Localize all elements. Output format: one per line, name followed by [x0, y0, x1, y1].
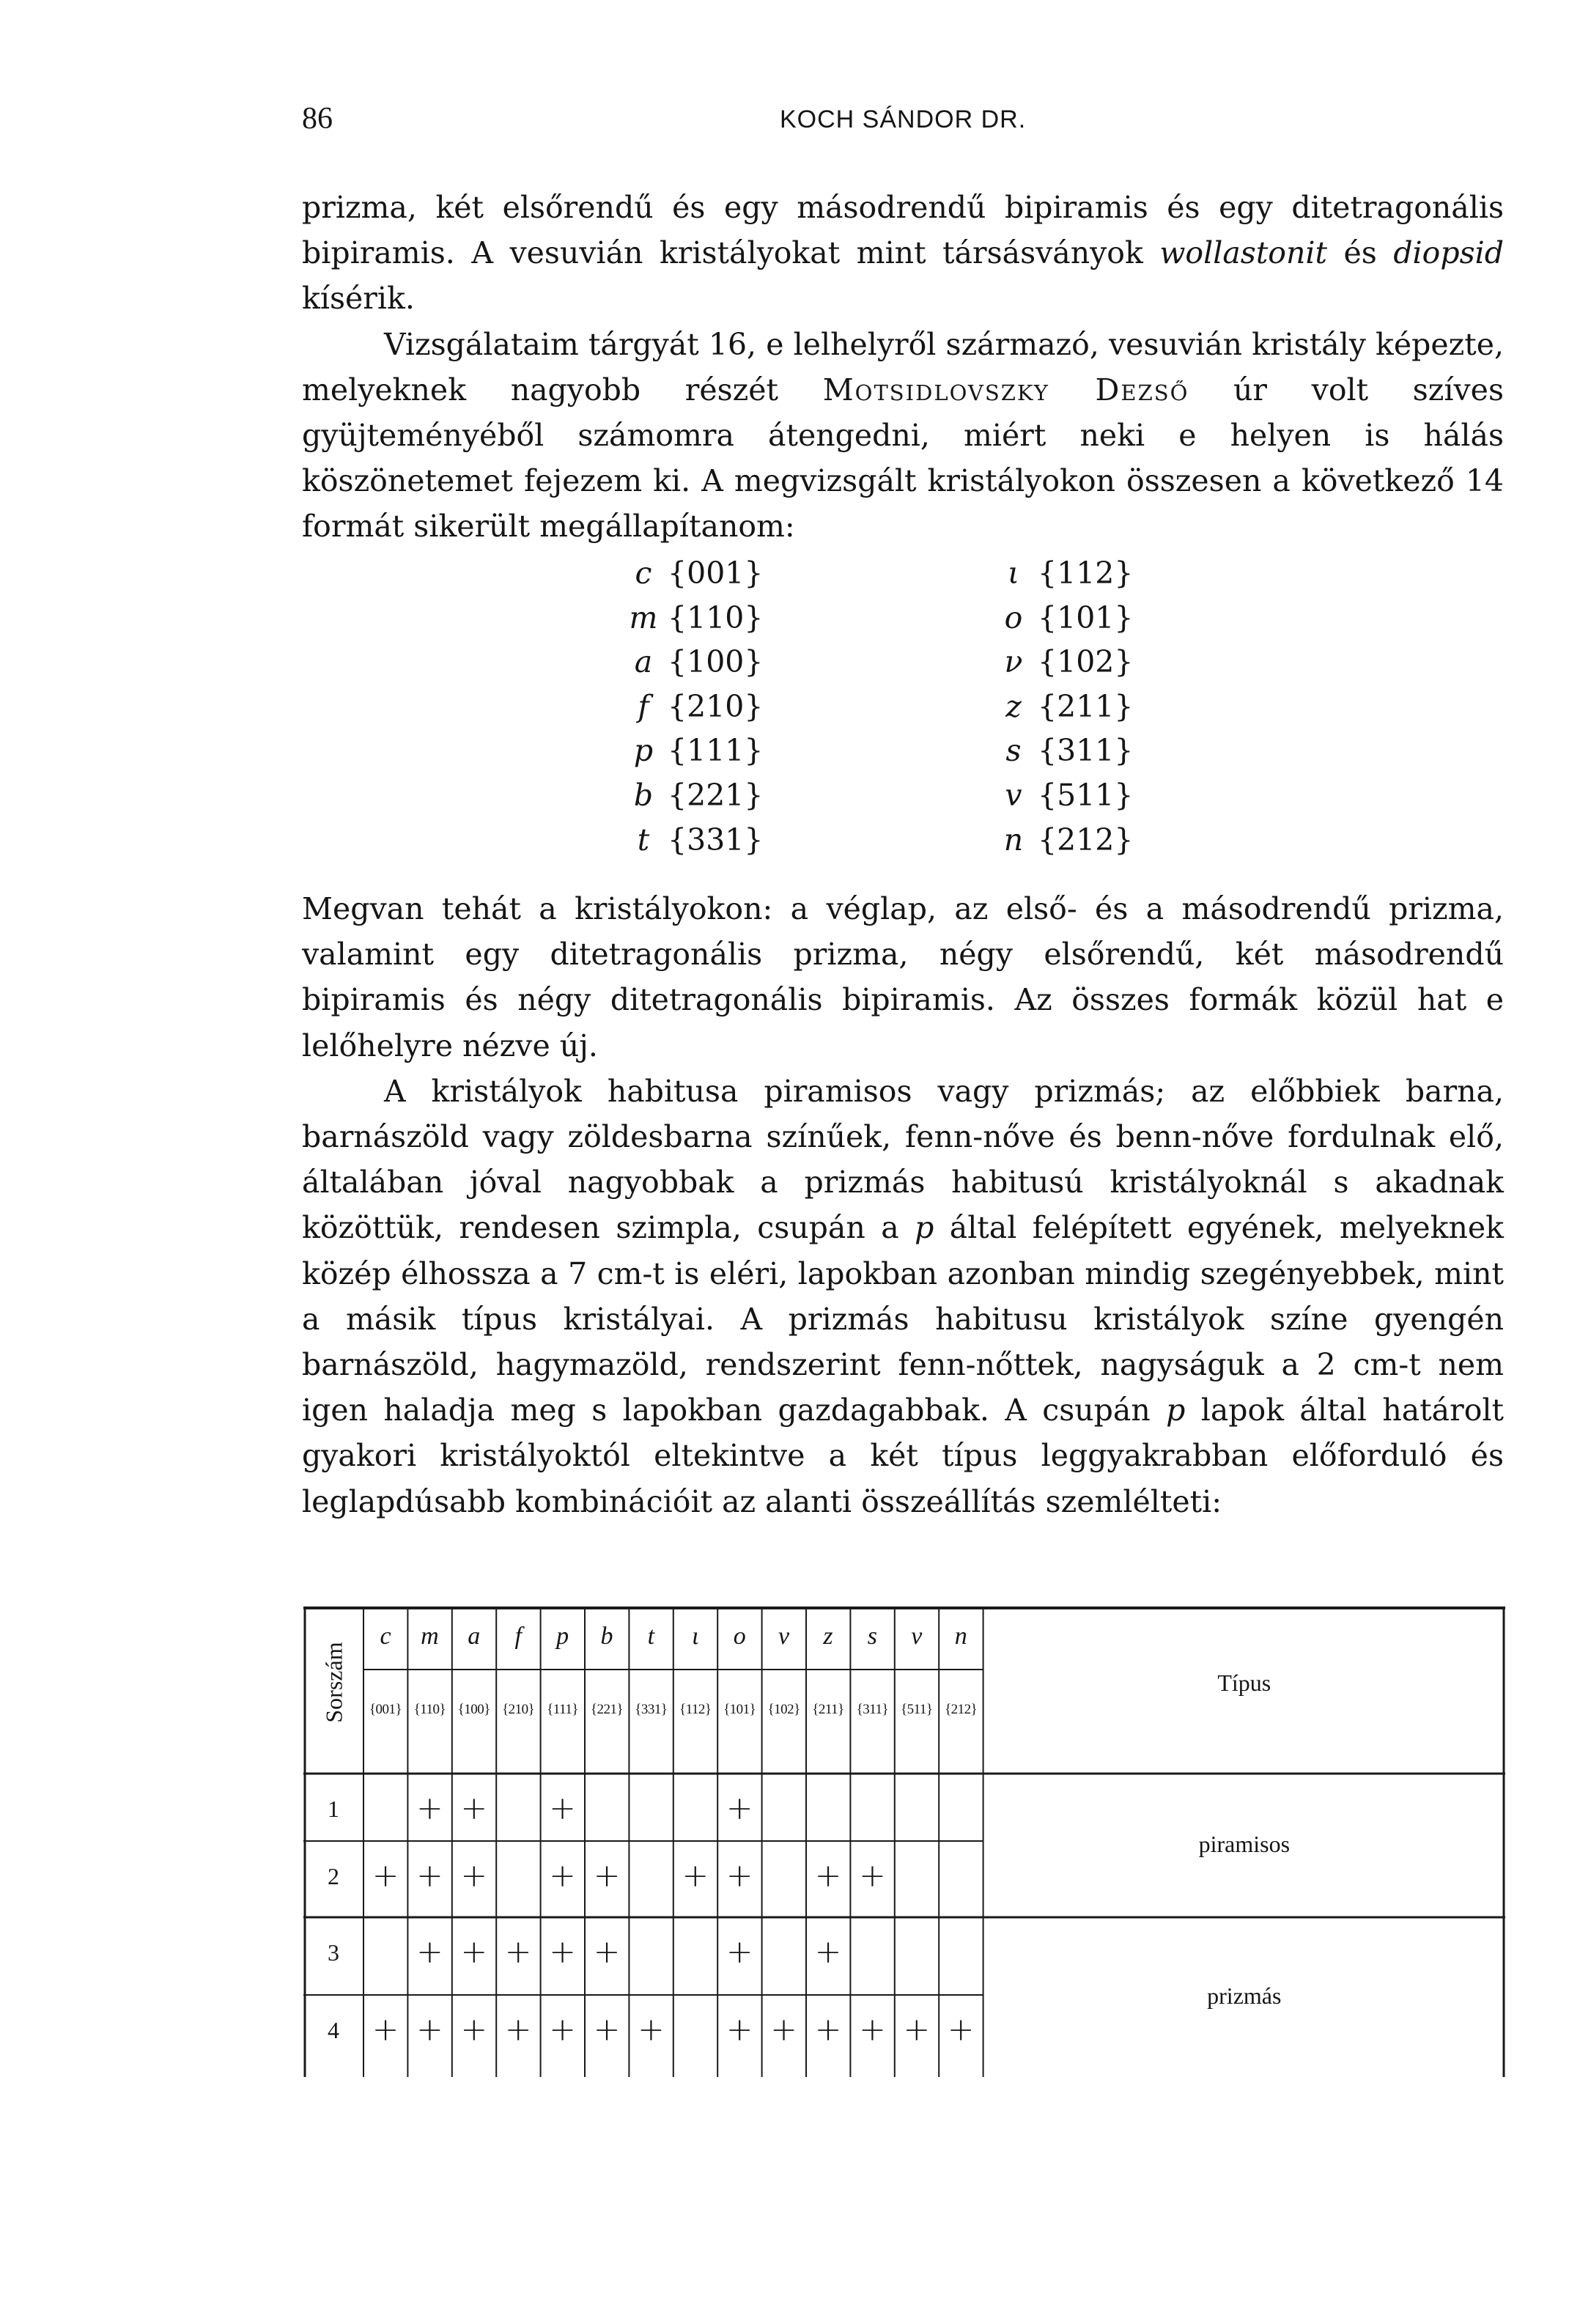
presence-mark: +: [770, 2011, 798, 2048]
column-symbol: s: [867, 1623, 877, 1650]
paragraph-2: Vizsgálataim tárgyát 16, e lelhelyről származó, vesuvián kristály képezte, melyeknek nagyobb részét Motsidlovszky Dezső úr volt szíves gyüjteményéből számomra átengedni, miért neki e helyen is hálás köszönetemet fejezem ki. A megvizsgált kristályokon összesen a következő 14 formát sikerült megállapítanom:: [302, 326, 1504, 545]
presence-mark: +: [549, 1790, 577, 1827]
presence-mark: +: [504, 1933, 532, 1971]
form-row: [601, 685, 1260, 729]
crystal-form: [629, 640, 763, 685]
presence-mark: +: [549, 1857, 577, 1895]
form-symbol: n: [1003, 822, 1024, 857]
form-symbol: s: [1005, 733, 1022, 769]
crystal-form: [629, 551, 763, 596]
column-indices: {102}: [767, 1702, 800, 1717]
form-symbol: t: [637, 822, 650, 857]
presence-mark: +: [416, 2011, 443, 2048]
paragraph-1: prizma, két elsőrendű és egy másodrendű bipiramis és egy ditetragonális bipiramis. A vesuvián kristályokat mint társásványok wollastonit és diopsid kísérik.: [302, 190, 1504, 317]
form-row: [601, 640, 1260, 685]
presence-mark: +: [549, 2011, 577, 2048]
column-indices: {331}: [635, 1702, 668, 1717]
column-indices: {111}: [547, 1702, 579, 1717]
crystal-form: [999, 728, 1133, 773]
form-indices: {212}: [1028, 822, 1134, 857]
presence-mark: +: [814, 1933, 842, 1971]
crystal-form: [999, 818, 1133, 863]
crystal-form: [629, 685, 763, 729]
column-symbol: a: [468, 1623, 481, 1650]
presence-mark: +: [858, 2011, 886, 2048]
row-number: 1: [328, 1796, 339, 1822]
paragraph-3: Megvan tehát a kristályokon: a véglap, az első- és a másodrendű prizma, valamint egy ditetragonális prizma, négy elsőrendű, két másodrendű bipiramis és négy ditetragonális bipiramis. Az összes formák közül hat e lelőhelyre nézve új.: [302, 891, 1504, 1063]
presence-mark: +: [682, 1857, 709, 1895]
crystal-form: [629, 773, 763, 818]
text-block-upper: [302, 185, 1504, 550]
presence-mark: +: [858, 1857, 886, 1895]
forms-list: [601, 551, 1260, 862]
form-indices: {100}: [658, 644, 764, 680]
presence-mark: +: [372, 2011, 399, 2048]
column-indices: {511}: [901, 1702, 933, 1717]
row-number: 2: [328, 1863, 339, 1889]
presence-mark: +: [416, 1857, 443, 1895]
column-symbol: b: [600, 1623, 613, 1650]
presence-mark: +: [726, 1857, 753, 1895]
presence-mark: +: [726, 2011, 753, 2048]
presence-mark: +: [460, 2011, 488, 2048]
form-row: [601, 551, 1260, 596]
form-row: [601, 728, 1260, 773]
form-row: [601, 773, 1260, 818]
row-number: 3: [328, 1939, 339, 1966]
presence-mark: +: [814, 2011, 842, 2048]
presence-mark: +: [903, 2011, 931, 2048]
crystal-form: [999, 640, 1133, 685]
column-symbol: c: [380, 1623, 391, 1650]
form-symbol: p: [633, 733, 654, 769]
form-indices: {001}: [658, 556, 764, 591]
form-symbol: ν: [1004, 644, 1023, 680]
form-symbol: m: [629, 600, 658, 635]
form-indices: {221}: [658, 777, 764, 813]
column-indices: {210}: [502, 1702, 535, 1717]
column-indices: {311}: [856, 1702, 889, 1717]
mineral-name: wollastonit: [1159, 235, 1327, 271]
form-symbol: ι: [1007, 556, 1020, 591]
column-symbol: ι: [692, 1623, 699, 1650]
column-indices: {110}: [413, 1702, 446, 1717]
form-indices: {311}: [1028, 733, 1134, 769]
column-symbol: m: [421, 1623, 439, 1650]
presence-mark: +: [460, 1933, 488, 1971]
crystal-form: [999, 773, 1133, 818]
form-indices: {331}: [658, 822, 764, 857]
paragraph-4: A kristályok habitusa piramisos vagy prizmás; az előbbiek barna, barnászöld vagy zöldesbarna színűek, fenn-nőve és benn-nőve fordulnak elő, általában jóval nagyobbak a prizmás habitusú kristályoknál s akadnak közöttük, rendesen szimpla, csupán a p által felépített egyének, melyeknek közép élhossza a 7 cm-t is eléri, lapokban azonban mindig szegényebbek, mint a másik típus kristályai. A prizmás habitusu kristályok színe gyengén barnászöld, hagymazöld, rendszerint fenn-nőttek, nagyságuk a 2 cm-t nem igen haladja meg s lapokban gazdagabbak. A csupán p lapok által határolt gyakori kristályoktól eltekintve a két típus leggyakrabban előforduló és leglapdúsabb kombinációit az alanti összeállítás szemlélteti:: [302, 1073, 1504, 1519]
column-symbol: ν: [778, 1623, 790, 1650]
column-indices: {221}: [590, 1702, 624, 1717]
form-symbol: f: [638, 688, 649, 724]
form-symbol: z: [1005, 688, 1022, 724]
form-symbol: b: [633, 777, 654, 813]
column-symbol: p: [556, 1623, 569, 1650]
running-head: [302, 101, 1518, 145]
form-indices: {111}: [658, 733, 764, 769]
column-symbol: o: [733, 1623, 746, 1650]
combination-table: [303, 1599, 1505, 2084]
form-indices: {102}: [1028, 644, 1134, 680]
type-label: prizmás: [1207, 1982, 1282, 2009]
column-indices: {112}: [679, 1702, 712, 1717]
form-symbol: a: [634, 644, 653, 680]
column-indices: {101}: [723, 1702, 756, 1717]
form-indices: {112}: [1028, 556, 1134, 591]
form-symbol: c: [635, 556, 652, 591]
crystal-form: [999, 551, 1133, 596]
presence-mark: +: [726, 1790, 753, 1827]
presence-mark: +: [593, 2011, 621, 2048]
row-number: 4: [328, 2017, 339, 2043]
form-symbol: o: [1004, 600, 1023, 635]
form-row: [601, 818, 1260, 863]
form-indices: {211}: [1028, 688, 1134, 724]
form-indices: {101}: [1028, 600, 1134, 635]
presence-mark: +: [637, 2011, 665, 2048]
form-row: [601, 596, 1260, 641]
presence-mark: +: [372, 1857, 399, 1895]
column-symbol: n: [954, 1623, 967, 1650]
presence-mark: +: [814, 1857, 842, 1895]
column-symbol: z: [823, 1623, 833, 1650]
presence-mark: +: [416, 1933, 443, 1971]
crystal-form: [999, 596, 1133, 641]
crystal-form: [629, 818, 763, 863]
header-title: KOCH SÁNDOR DR.: [780, 106, 1027, 133]
column-indices: {211}: [812, 1702, 844, 1717]
presence-mark: +: [416, 1790, 443, 1827]
corner-label: Sorszám: [320, 1642, 347, 1723]
column-symbol: f: [514, 1623, 522, 1650]
mineral-name: diopsid: [1393, 235, 1504, 271]
column-indices: {001}: [369, 1702, 402, 1717]
form-indices: {511}: [1028, 777, 1134, 813]
form-symbol: v: [1005, 777, 1022, 813]
crystal-form: [629, 596, 763, 641]
presence-mark: +: [593, 1933, 621, 1971]
presence-mark: +: [460, 1857, 488, 1895]
presence-mark: +: [460, 1790, 488, 1827]
type-label: piramisos: [1198, 1831, 1291, 1857]
presence-mark: +: [504, 2011, 532, 2048]
type-header: Típus: [1217, 1670, 1271, 1696]
page-number: 86: [302, 102, 333, 136]
column-symbol: t: [647, 1623, 655, 1650]
presence-mark: +: [726, 1933, 753, 1971]
column-indices: {212}: [945, 1702, 978, 1717]
person-name: Motsidlovszky Dezső: [822, 372, 1189, 407]
presence-mark: +: [549, 1933, 577, 1971]
presence-mark: +: [593, 1857, 621, 1895]
text-block-lower: [302, 886, 1504, 1524]
crystal-form: [999, 685, 1133, 729]
column-symbol: v: [911, 1623, 923, 1650]
form-indices: {110}: [658, 600, 764, 635]
crystal-form: [629, 728, 763, 773]
form-indices: {210}: [658, 688, 764, 724]
presence-mark: +: [947, 2011, 975, 2048]
column-indices: {100}: [457, 1702, 490, 1717]
